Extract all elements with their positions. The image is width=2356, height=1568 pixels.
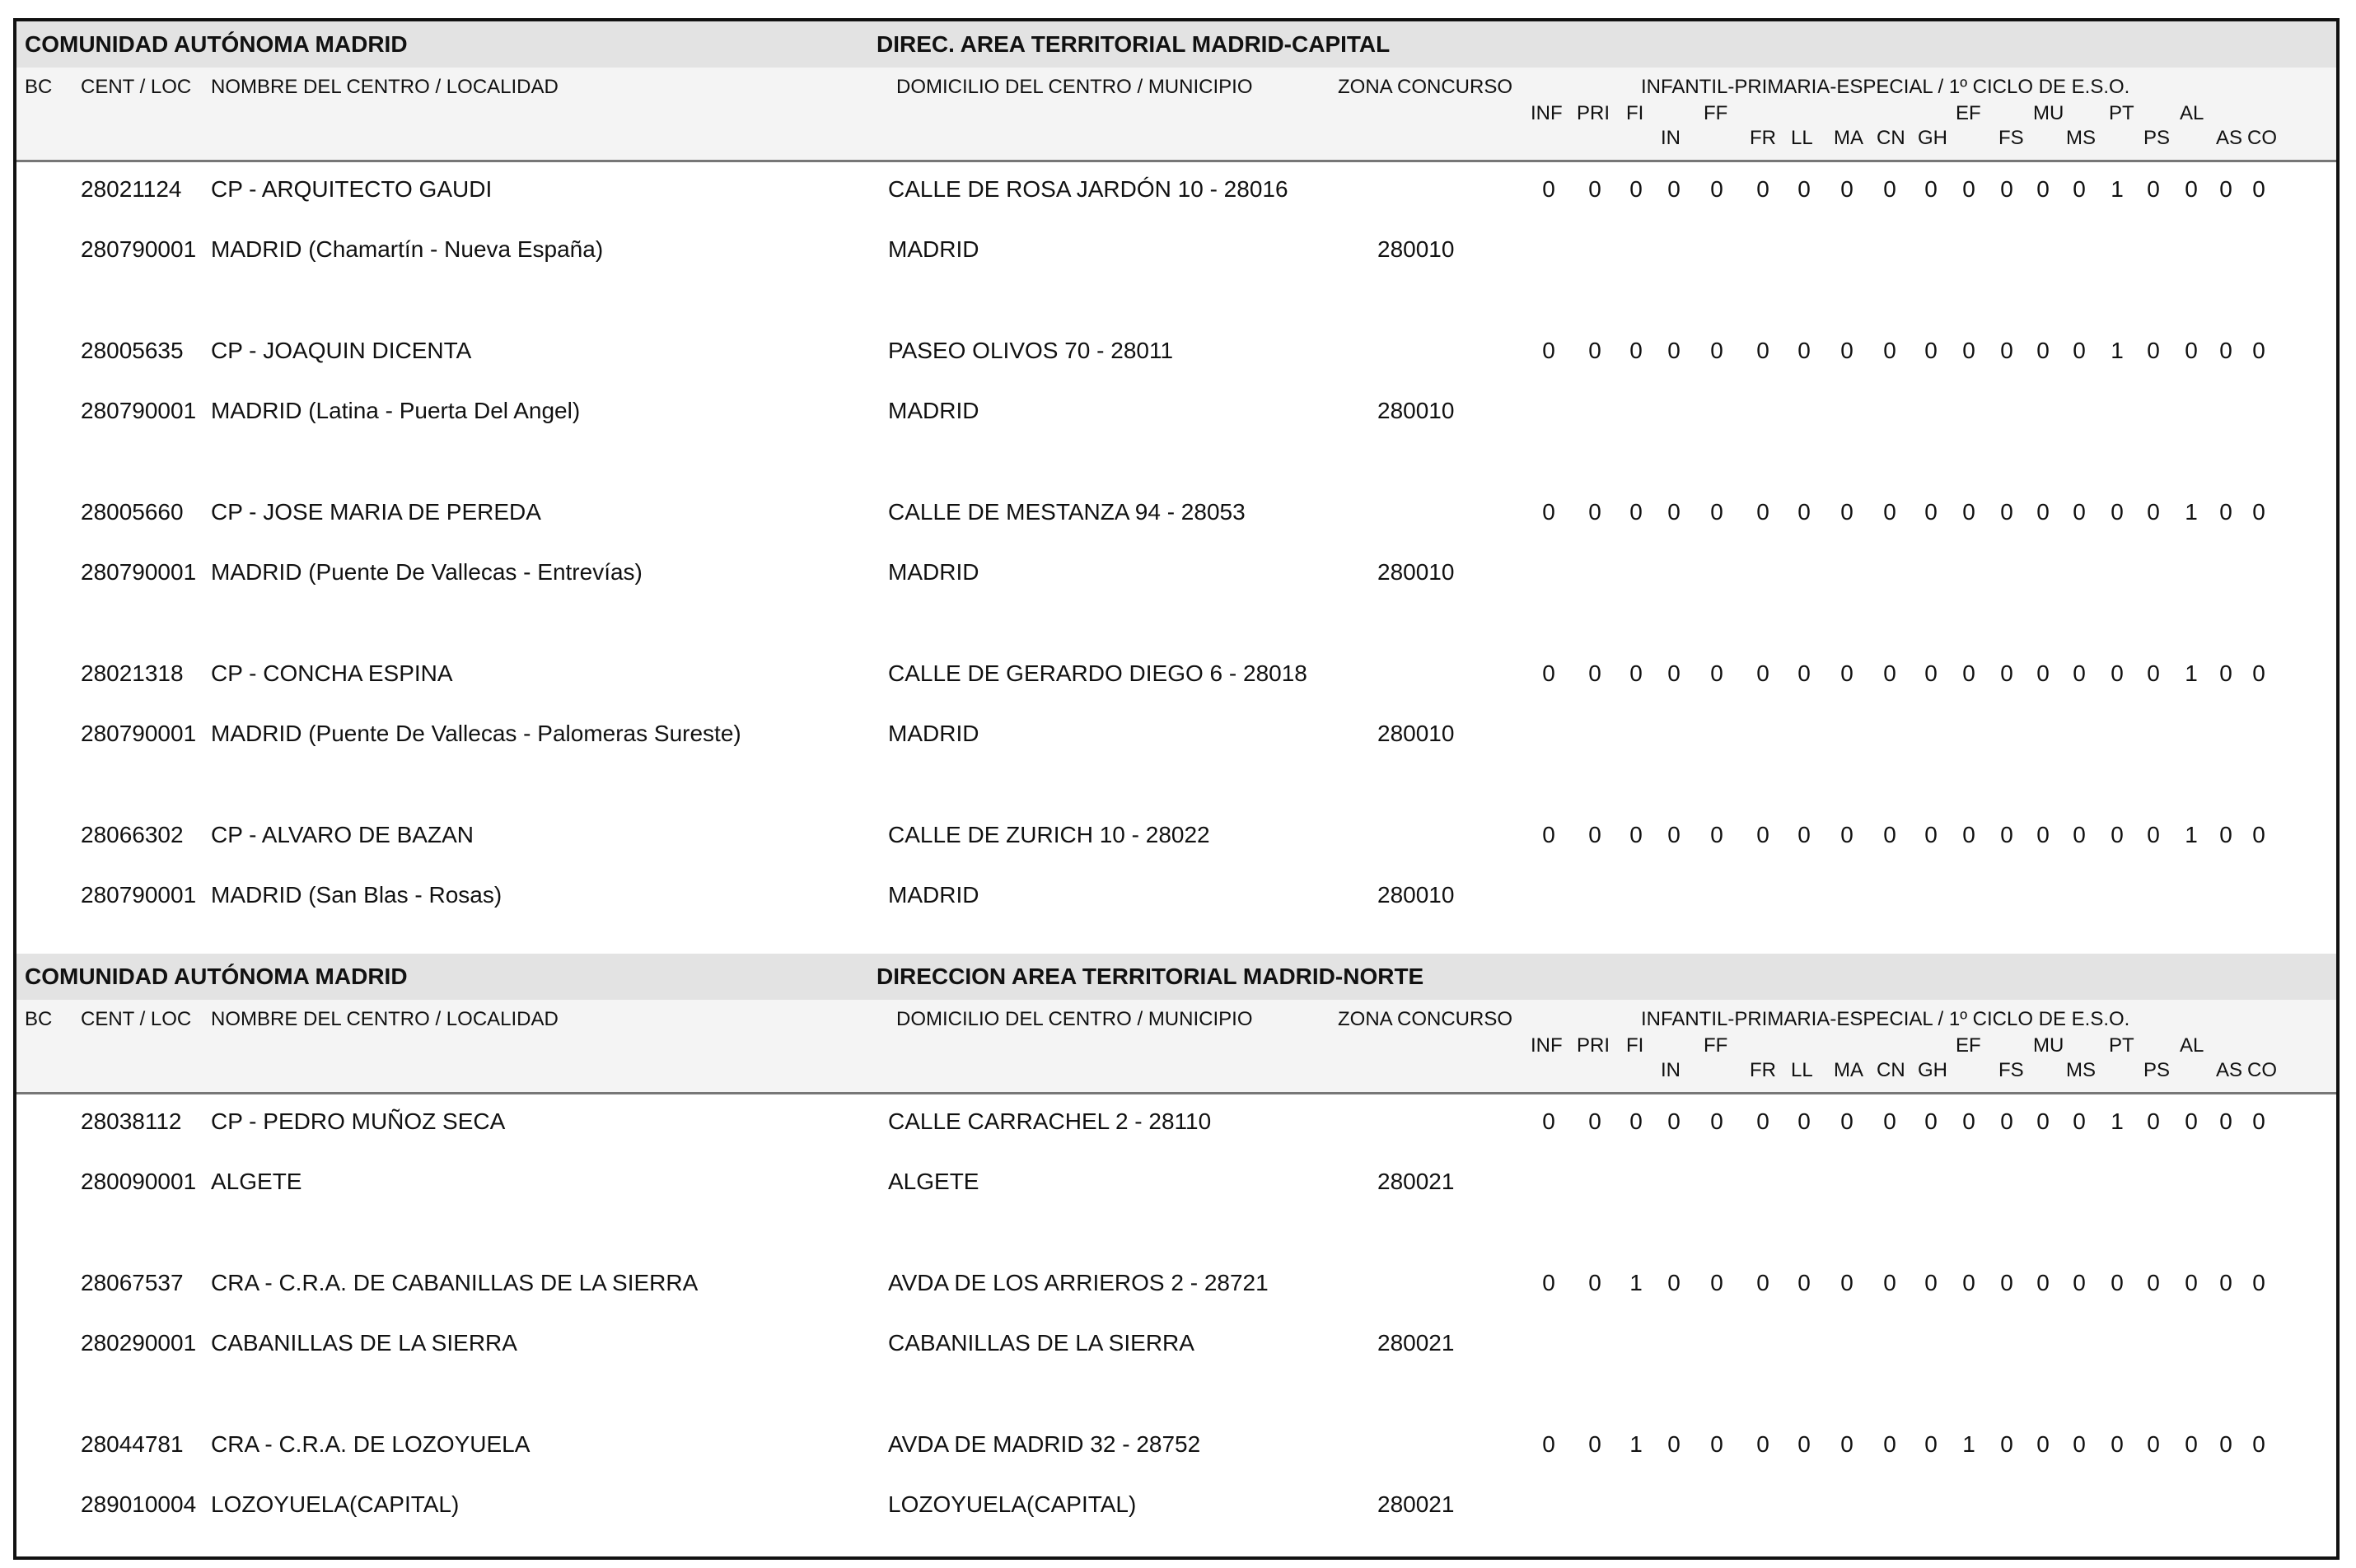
center-code: 28067537 — [81, 1270, 184, 1295]
vacancy-count: 0 — [1883, 1108, 1896, 1134]
col-domicilio: DOMICILIO DEL CENTRO / MUNICIPIO — [896, 1008, 1253, 1030]
col-al: AL — [2180, 102, 2204, 124]
col-ll: LL — [1791, 127, 1813, 149]
center-code: 28044781 — [81, 1431, 184, 1457]
vacancy-count: 0 — [1883, 1431, 1896, 1457]
vacancy-count: 0 — [1667, 1108, 1681, 1134]
vacancy-count: 0 — [1840, 176, 1853, 202]
vacancy-count: 0 — [1924, 1270, 1938, 1295]
vacancy-count: 0 — [1883, 176, 1896, 202]
locality-name: MADRID (Puente De Vallecas - Palomeras Sureste) — [211, 721, 741, 746]
locality-code: 280790001 — [81, 882, 197, 908]
vacancy-count: 1 — [2185, 499, 2198, 525]
col-al: AL — [2180, 1034, 2204, 1057]
locality-code: 280790001 — [81, 721, 197, 746]
col-cn: CN — [1877, 1059, 1905, 1081]
vacancy-count: 0 — [1629, 176, 1643, 202]
vacancy-count: 0 — [1962, 338, 1975, 363]
vacancy-count: 0 — [1962, 822, 1975, 847]
vacancy-count: 0 — [1667, 338, 1681, 363]
col-pt: PT — [2109, 102, 2134, 124]
locality-name: MADRID (Chamartín - Nueva España) — [211, 236, 604, 262]
vacancy-count: 0 — [2252, 176, 2265, 202]
vacancy-count: 0 — [1840, 1108, 1853, 1134]
vacancy-count: 0 — [1667, 1431, 1681, 1457]
vacancy-count: 0 — [1797, 660, 1811, 686]
col-pt: PT — [2109, 1034, 2134, 1057]
vacancy-count: 0 — [1710, 1431, 1723, 1457]
vacancy-count: 0 — [1962, 176, 1975, 202]
col-pri: PRI — [1577, 1034, 1610, 1057]
vacancy-count: 0 — [1840, 660, 1853, 686]
center-name: CRA - C.R.A. DE LOZOYUELA — [211, 1431, 531, 1457]
center-address: AVDA DE LOS ARRIEROS 2 - 28721 — [888, 1270, 1269, 1295]
vacancy-count: 0 — [2000, 660, 2013, 686]
locality-name: CABANILLAS DE LA SIERRA — [211, 1330, 517, 1356]
zona-concurso: 280010 — [1377, 882, 1455, 908]
col-ms: MS — [2066, 127, 2096, 149]
vacancy-count: 0 — [2036, 499, 2050, 525]
vacancy-count: 0 — [1756, 176, 1769, 202]
vacancy-count: 0 — [1588, 822, 1601, 847]
vacancy-count: 0 — [2073, 1108, 2086, 1134]
vacancy-count: 0 — [1588, 1108, 1601, 1134]
vacancy-count: 0 — [2185, 1270, 2198, 1295]
vacancy-count: 0 — [1629, 338, 1643, 363]
vacancy-count: 0 — [2252, 1270, 2265, 1295]
center-name: CP - ALVARO DE BAZAN — [211, 822, 474, 847]
locality-code: 280790001 — [81, 398, 197, 423]
vacancy-count: 0 — [2252, 338, 2265, 363]
vacancy-count: 0 — [1924, 176, 1938, 202]
col-ps: PS — [2143, 127, 2171, 149]
vacancy-count: 0 — [2000, 499, 2013, 525]
vacancy-count: 0 — [1756, 499, 1769, 525]
vacancy-count: 0 — [1883, 660, 1896, 686]
vacancy-count: 0 — [1542, 1431, 1555, 1457]
vacancy-count: 0 — [2073, 660, 2086, 686]
col-in: IN — [1661, 1059, 1681, 1081]
locality-name: MADRID (San Blas - Rosas) — [211, 882, 503, 908]
vacancy-count: 0 — [1962, 1108, 1975, 1134]
comunidad-title: COMUNIDAD AUTÓNOMA MADRID — [25, 31, 408, 57]
direccion-title: DIREC. AREA TERRITORIAL MADRID-CAPITAL — [876, 31, 1391, 57]
col-ff: FF — [1704, 102, 1728, 124]
col-fi: FI — [1626, 1034, 1644, 1057]
section-madrid-capital — [16, 21, 2336, 952]
municipio: MADRID — [888, 236, 979, 262]
col-domicilio: DOMICILIO DEL CENTRO / MUNICIPIO — [896, 76, 1253, 98]
vacancy-count: 0 — [1797, 1431, 1811, 1457]
center-name: CP - PEDRO MUÑOZ SECA — [211, 1108, 506, 1134]
col-inf: INF — [1531, 102, 1563, 124]
vacancy-count: 0 — [2185, 1431, 2198, 1457]
municipio: MADRID — [888, 721, 979, 746]
vacancy-count: 0 — [2111, 1431, 2124, 1457]
vacancy-count: 0 — [1756, 822, 1769, 847]
vacancy-count: 0 — [1924, 660, 1938, 686]
vacancy-count: 0 — [2219, 822, 2232, 847]
vacancy-count: 0 — [2073, 338, 2086, 363]
col-fs: FS — [1998, 127, 2024, 149]
vacancy-count: 0 — [1797, 822, 1811, 847]
vacancy-count: 0 — [1883, 338, 1896, 363]
vacancy-count: 0 — [1542, 1270, 1555, 1295]
vacancy-count: 1 — [1962, 1431, 1975, 1457]
center-code: 28005660 — [81, 499, 184, 525]
vacancy-count: 0 — [1588, 499, 1601, 525]
vacancy-count: 0 — [1588, 1431, 1601, 1457]
vacancy-count: 0 — [2111, 1270, 2124, 1295]
col-gh: GH — [1918, 1059, 1947, 1081]
vacancy-count: 0 — [2219, 1431, 2232, 1457]
col-ll: LL — [1791, 1059, 1813, 1081]
vacancy-count: 1 — [2185, 660, 2198, 686]
locality-name: MADRID (Latina - Puerta Del Angel) — [211, 398, 581, 423]
vacancy-count: 0 — [1840, 338, 1853, 363]
vacancy-count: 1 — [1629, 1431, 1643, 1457]
vacancy-count: 0 — [1797, 499, 1811, 525]
vacancy-count: 0 — [2000, 1108, 2013, 1134]
zona-concurso: 280010 — [1377, 236, 1455, 262]
col-ef: EF — [1956, 1034, 1981, 1057]
vacancy-count: 0 — [2252, 499, 2265, 525]
vacancy-count: 0 — [2252, 822, 2265, 847]
vacancy-count: 0 — [1962, 660, 1975, 686]
locality-code: 280090001 — [81, 1169, 197, 1194]
vacancy-count: 0 — [1542, 338, 1555, 363]
locality-name: LOZOYUELA(CAPITAL) — [211, 1491, 460, 1517]
vacancy-count: 1 — [1629, 1270, 1643, 1295]
center-code: 28066302 — [81, 822, 184, 847]
col-fs: FS — [1998, 1059, 2024, 1081]
locality-name: ALGETE — [211, 1169, 302, 1194]
center-code: 28005635 — [81, 338, 184, 363]
vacancy-count: 0 — [1588, 660, 1601, 686]
municipio: ALGETE — [888, 1169, 979, 1194]
vacancy-count: 0 — [1542, 1108, 1555, 1134]
col-nombre: NOMBRE DEL CENTRO / LOCALIDAD — [211, 1008, 559, 1030]
vacancy-count: 0 — [2185, 338, 2198, 363]
vacancy-count: 1 — [2111, 338, 2124, 363]
vacancy-count: 0 — [2147, 1108, 2160, 1134]
locality-code: 280790001 — [81, 236, 197, 262]
vacancy-count: 0 — [1883, 1270, 1896, 1295]
vacancy-count: 0 — [2219, 176, 2232, 202]
vacancy-count: 0 — [1710, 176, 1723, 202]
col-co: CO — [2247, 127, 2277, 149]
col-zona: ZONA CONCURSO — [1338, 76, 1513, 98]
vacancy-count: 0 — [2219, 660, 2232, 686]
vacancy-count: 0 — [2111, 822, 2124, 847]
vacancy-count: 0 — [2036, 1270, 2050, 1295]
vacancy-count: 0 — [1840, 822, 1853, 847]
vacancy-count: 0 — [2219, 1108, 2232, 1134]
vacancy-count: 0 — [2036, 338, 2050, 363]
center-address: CALLE DE MESTANZA 94 - 28053 — [888, 499, 1246, 525]
col-fi: FI — [1626, 102, 1644, 124]
municipio: MADRID — [888, 882, 979, 908]
vacancy-count: 0 — [2036, 1108, 2050, 1134]
col-cent-loc: CENT / LOC — [81, 76, 192, 98]
center-address: CALLE CARRACHEL 2 - 28110 — [888, 1108, 1212, 1134]
locality-code: 280790001 — [81, 559, 197, 585]
vacancy-count: 0 — [2185, 1108, 2198, 1134]
vacancy-count: 0 — [2073, 176, 2086, 202]
vacancy-count: 0 — [2219, 499, 2232, 525]
vacancy-count: 0 — [2219, 338, 2232, 363]
vacancy-count: 0 — [2000, 1431, 2013, 1457]
vacancy-count: 0 — [1542, 822, 1555, 847]
vacancy-count: 0 — [2000, 338, 2013, 363]
column-header — [16, 68, 2336, 162]
col-in: IN — [1661, 127, 1681, 149]
center-code: 28021318 — [81, 660, 184, 686]
col-ma: MA — [1834, 127, 1863, 149]
vacancy-count: 0 — [1924, 338, 1938, 363]
section-title-bar — [16, 21, 2336, 69]
zona-concurso: 280021 — [1377, 1169, 1455, 1194]
vacancy-count: 0 — [1542, 499, 1555, 525]
vacancy-count: 0 — [2073, 499, 2086, 525]
col-mu: MU — [2033, 1034, 2064, 1057]
center-name: CP - ARQUITECTO GAUDI — [211, 176, 493, 202]
col-fr: FR — [1750, 127, 1776, 149]
vacancy-count: 0 — [1629, 660, 1643, 686]
center-name: CP - CONCHA ESPINA — [211, 660, 453, 686]
center-code: 28038112 — [81, 1108, 182, 1134]
vacancy-count: 0 — [1710, 1270, 1723, 1295]
locality-name: MADRID (Puente De Vallecas - Entrevías) — [211, 559, 643, 585]
col-as: AS — [2216, 127, 2243, 149]
vacancy-count: 0 — [2000, 822, 2013, 847]
municipio: MADRID — [888, 559, 979, 585]
zona-concurso: 280010 — [1377, 398, 1455, 423]
vacancy-count: 0 — [2036, 1431, 2050, 1457]
vacancy-count: 0 — [1883, 822, 1896, 847]
comunidad-title: COMUNIDAD AUTÓNOMA MADRID — [25, 964, 408, 989]
vacancy-count: 0 — [1629, 499, 1643, 525]
center-address: AVDA DE MADRID 32 - 28752 — [888, 1431, 1201, 1457]
vacancy-count: 0 — [2111, 499, 2124, 525]
vacancy-count: 0 — [1667, 1270, 1681, 1295]
vacancy-count: 0 — [1756, 1270, 1769, 1295]
center-code: 28021124 — [81, 176, 182, 202]
col-cn: CN — [1877, 127, 1905, 149]
center-address: CALLE DE ROSA JARDÓN 10 - 28016 — [888, 176, 1288, 202]
col-ps: PS — [2143, 1059, 2171, 1081]
vacancy-count: 0 — [2252, 1431, 2265, 1457]
col-ff: FF — [1704, 1034, 1728, 1057]
vacancy-count: 0 — [1588, 1270, 1601, 1295]
vacancy-count: 0 — [1962, 499, 1975, 525]
vacancy-count: 0 — [1629, 822, 1643, 847]
vacancy-count: 0 — [1840, 1270, 1853, 1295]
col-group: INFANTIL-PRIMARIA-ESPECIAL / 1º CICLO DE E.S.O. — [1641, 1008, 2130, 1030]
section-madrid-norte — [16, 954, 2336, 1560]
col-inf: INF — [1531, 1034, 1563, 1057]
vacancy-count: 0 — [1710, 338, 1723, 363]
vacancy-count: 0 — [2147, 338, 2160, 363]
vacancy-count: 0 — [2219, 1270, 2232, 1295]
vacancy-count: 0 — [1542, 176, 1555, 202]
col-as: AS — [2216, 1059, 2243, 1081]
vacancy-count: 0 — [1629, 1108, 1643, 1134]
vacancy-count: 0 — [2147, 660, 2160, 686]
vacancy-count: 0 — [1667, 822, 1681, 847]
vacancy-count: 0 — [2147, 176, 2160, 202]
municipio: CABANILLAS DE LA SIERRA — [888, 1330, 1194, 1356]
vacancy-count: 0 — [2252, 1108, 2265, 1134]
vacancy-count: 0 — [2036, 822, 2050, 847]
locality-code: 289010004 — [81, 1491, 197, 1517]
vacancy-count: 0 — [1710, 822, 1723, 847]
vacancy-count: 0 — [1710, 499, 1723, 525]
col-nombre: NOMBRE DEL CENTRO / LOCALIDAD — [211, 76, 559, 98]
vacancy-count: 0 — [2073, 1270, 2086, 1295]
vacancy-count: 0 — [1924, 1431, 1938, 1457]
col-gh: GH — [1918, 127, 1947, 149]
col-mu: MU — [2033, 102, 2064, 124]
zona-concurso: 280010 — [1377, 559, 1455, 585]
vacancy-count: 0 — [1756, 1431, 1769, 1457]
vacancy-count: 0 — [2147, 1431, 2160, 1457]
vacancy-count: 0 — [1756, 338, 1769, 363]
col-fr: FR — [1750, 1059, 1776, 1081]
vacancy-count: 0 — [1797, 338, 1811, 363]
center-address: PASEO OLIVOS 70 - 28011 — [888, 338, 1174, 363]
vacancy-count: 0 — [1542, 660, 1555, 686]
col-cent-loc: CENT / LOC — [81, 1008, 192, 1030]
vacancy-count: 0 — [1924, 499, 1938, 525]
vacancy-count: 0 — [1924, 822, 1938, 847]
municipio: LOZOYUELA(CAPITAL) — [888, 1491, 1137, 1517]
vacancy-count: 0 — [1710, 660, 1723, 686]
vacancy-count: 0 — [2147, 822, 2160, 847]
center-name: CRA - C.R.A. DE CABANILLAS DE LA SIERRA — [211, 1270, 699, 1295]
vacancy-count: 0 — [1797, 1270, 1811, 1295]
vacancy-count: 0 — [2036, 660, 2050, 686]
vacancy-count: 0 — [2252, 660, 2265, 686]
vacancy-count: 0 — [2111, 660, 2124, 686]
municipio: MADRID — [888, 398, 979, 423]
vacancy-count: 0 — [1797, 176, 1811, 202]
col-zona: ZONA CONCURSO — [1338, 1008, 1513, 1030]
vacancy-count: 0 — [2147, 499, 2160, 525]
vacancy-count: 0 — [1710, 1108, 1723, 1134]
col-pri: PRI — [1577, 102, 1610, 124]
vacancy-count: 0 — [1756, 660, 1769, 686]
center-name: CP - JOAQUIN DICENTA — [211, 338, 472, 363]
vacancy-count: 0 — [2000, 176, 2013, 202]
center-address: CALLE DE GERARDO DIEGO 6 - 28018 — [888, 660, 1307, 686]
col-group: INFANTIL-PRIMARIA-ESPECIAL / 1º CICLO DE E.S.O. — [1641, 76, 2130, 98]
vacancy-count: 1 — [2111, 176, 2124, 202]
vacancy-count: 0 — [2185, 176, 2198, 202]
vacancy-count: 0 — [2073, 822, 2086, 847]
col-bc: BC — [25, 1008, 53, 1030]
section-title-bar — [16, 954, 2336, 1001]
vacancy-count: 0 — [1667, 660, 1681, 686]
vacancy-count: 0 — [1797, 1108, 1811, 1134]
col-ma: MA — [1834, 1059, 1863, 1081]
zona-concurso: 280021 — [1377, 1330, 1455, 1356]
vacancy-count: 0 — [1840, 1431, 1853, 1457]
center-name: CP - JOSE MARIA DE PEREDA — [211, 499, 541, 525]
direccion-title: DIRECCION AREA TERRITORIAL MADRID-NORTE — [876, 964, 1424, 989]
vacancy-count: 0 — [2147, 1270, 2160, 1295]
zona-concurso: 280021 — [1377, 1491, 1455, 1517]
col-ef: EF — [1956, 102, 1981, 124]
vacancy-count: 1 — [2185, 822, 2198, 847]
vacancy-count: 0 — [1588, 338, 1601, 363]
vacancy-count: 0 — [1840, 499, 1853, 525]
vacancy-count: 0 — [1883, 499, 1896, 525]
col-ms: MS — [2066, 1059, 2096, 1081]
vacancy-count: 0 — [1756, 1108, 1769, 1134]
center-address: CALLE DE ZURICH 10 - 28022 — [888, 822, 1210, 847]
vacancy-count: 0 — [2036, 176, 2050, 202]
document-frame — [13, 18, 2340, 1560]
vacancy-count: 1 — [2111, 1108, 2124, 1134]
vacancy-count: 0 — [1588, 176, 1601, 202]
vacancy-count: 0 — [1924, 1108, 1938, 1134]
vacancy-count: 0 — [2073, 1431, 2086, 1457]
vacancy-count: 0 — [1962, 1270, 1975, 1295]
locality-code: 280290001 — [81, 1330, 197, 1356]
vacancy-count: 0 — [1667, 499, 1681, 525]
zona-concurso: 280010 — [1377, 721, 1455, 746]
col-co: CO — [2247, 1059, 2277, 1081]
column-header — [16, 1000, 2336, 1094]
vacancy-count: 0 — [2000, 1270, 2013, 1295]
vacancy-count: 0 — [1667, 176, 1681, 202]
col-bc: BC — [25, 76, 53, 98]
